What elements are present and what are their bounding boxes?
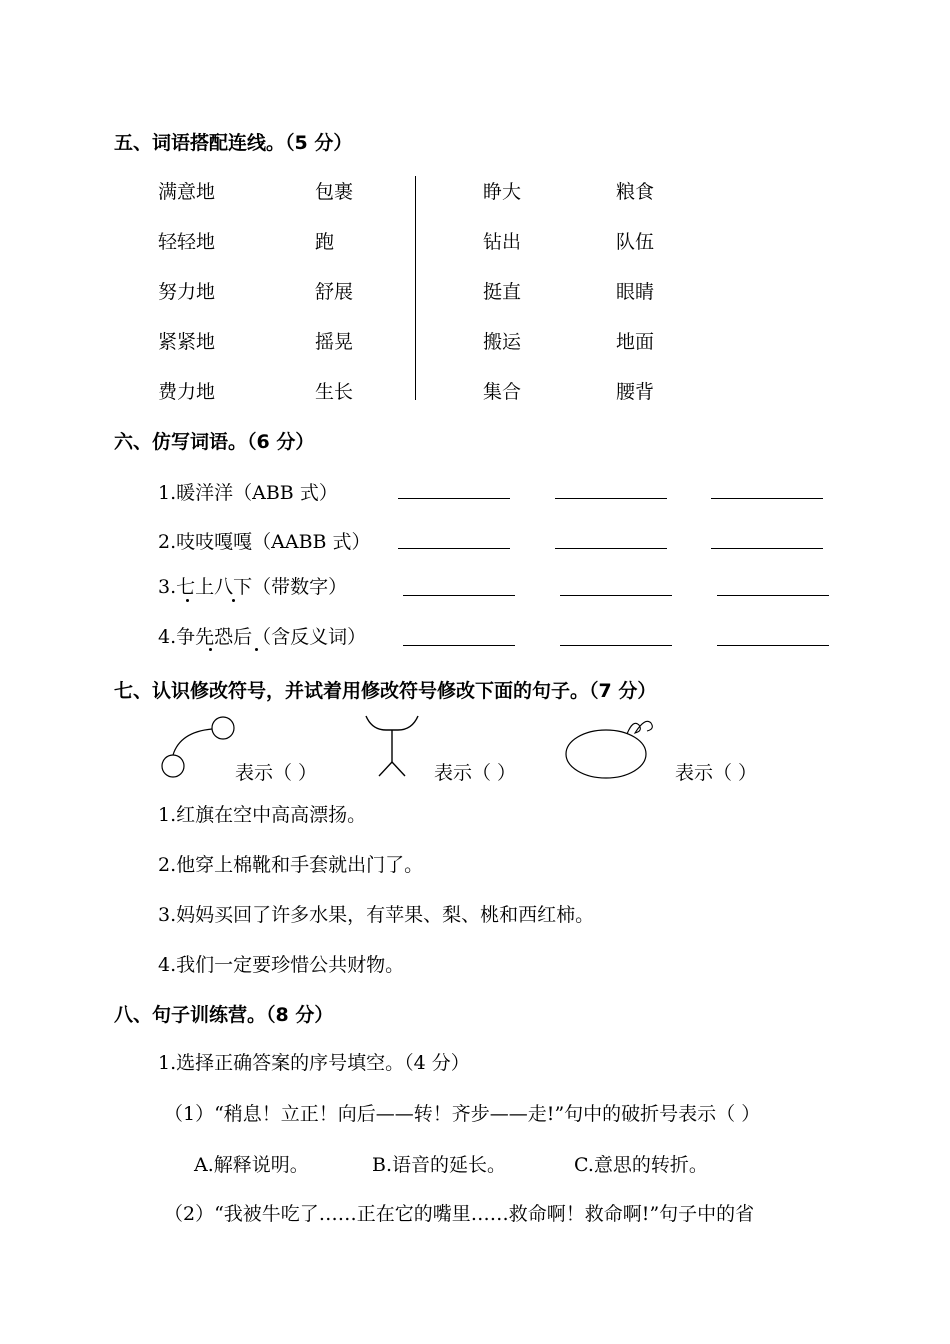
match-right2-4: 腰背 xyxy=(616,381,655,403)
answer-blank[interactable] xyxy=(555,548,667,549)
emphasis-dot xyxy=(232,599,235,602)
answer-blank[interactable] xyxy=(403,595,515,596)
match-left2-0: 包裹 xyxy=(315,181,354,203)
imitate-item-4: 4.争先恐后（含反义词） xyxy=(158,626,367,648)
match-right1-0: 睁大 xyxy=(483,181,522,203)
match-left1-1: 轻轻地 xyxy=(158,231,216,253)
delete-mark-icon xyxy=(563,713,663,783)
answer-blank[interactable] xyxy=(560,595,672,596)
sentence-3: 3.妈妈买回了许多水果，有苹果、梨、桃和西红柿。 xyxy=(158,904,595,926)
option-c[interactable]: C.意思的转折。 xyxy=(574,1154,708,1176)
emphasis-dot xyxy=(209,648,212,651)
symbol-label-2: 表示（ ） xyxy=(434,762,517,784)
match-left1-3: 紧紧地 xyxy=(158,331,216,353)
section8-title: 八、句子训练营。（8 分） xyxy=(114,1004,334,1026)
section7-title: 七、认识修改符号，并试着用修改符号修改下面的句子。（7 分） xyxy=(114,680,657,702)
insert-mark-icon xyxy=(364,712,420,780)
sentence-1: 1.红旗在空中高高漂扬。 xyxy=(158,804,367,826)
symbol-label-3: 表示（ ） xyxy=(675,762,758,784)
emphasis-dot xyxy=(186,599,189,602)
section5-title: 五、词语搭配连线。（5 分） xyxy=(114,132,353,154)
match-right1-1: 钻出 xyxy=(483,231,522,253)
match-left1-2: 努力地 xyxy=(158,281,216,303)
match-left2-4: 生长 xyxy=(315,381,354,403)
match-right1-3: 搬运 xyxy=(483,331,522,353)
match-right1-2: 挺直 xyxy=(483,281,522,303)
answer-blank[interactable] xyxy=(711,548,823,549)
match-right2-0: 粮食 xyxy=(616,181,655,203)
imitate-item-2: 2.吱吱嘎嘎（AABB 式） xyxy=(158,531,371,553)
match-left2-2: 舒展 xyxy=(315,281,354,303)
emphasis-dot xyxy=(255,648,258,651)
match-right2-2: 眼睛 xyxy=(616,281,655,303)
subquestion-1-title: 1.选择正确答案的序号填空。（4 分） xyxy=(158,1052,470,1074)
match-left2-3: 摇晃 xyxy=(315,331,354,353)
option-a[interactable]: A.解释说明。 xyxy=(194,1154,309,1176)
match-left2-1: 跑 xyxy=(315,231,335,253)
answer-blank[interactable] xyxy=(398,498,510,499)
question-1: （1）“稍息！立正！向后——转！齐步——走!”句中的破折号表示（ ） xyxy=(164,1103,761,1125)
match-left1-4: 费力地 xyxy=(158,381,216,403)
answer-blank[interactable] xyxy=(403,645,515,646)
section6-title: 六、仿写词语。（6 分） xyxy=(114,431,315,453)
answer-blank[interactable] xyxy=(711,498,823,499)
sentence-2: 2.他穿上棉靴和手套就出门了。 xyxy=(158,854,424,876)
imitate-item-1: 1.暖洋洋（ABB 式） xyxy=(158,482,338,504)
question-2: （2）“我被牛吃了……正在它的嘴里……救命啊！救命啊!”句子中的省 xyxy=(164,1203,755,1225)
match-right1-4: 集合 xyxy=(483,381,522,403)
symbol-label-1: 表示（ ） xyxy=(235,762,318,784)
sentence-4: 4.我们一定要珍惜公共财物。 xyxy=(158,954,405,976)
answer-blank[interactable] xyxy=(717,595,829,596)
swap-mark-icon xyxy=(158,712,240,780)
answer-blank[interactable] xyxy=(560,645,672,646)
column-divider xyxy=(415,176,416,400)
match-right2-3: 地面 xyxy=(616,331,655,353)
imitate-item-3: 3.七上八下（带数字） xyxy=(158,576,348,598)
option-b[interactable]: B.语音的延长。 xyxy=(372,1154,507,1176)
answer-blank[interactable] xyxy=(555,498,667,499)
answer-blank[interactable] xyxy=(717,645,829,646)
match-right2-1: 队伍 xyxy=(616,231,655,253)
match-left1-0: 满意地 xyxy=(158,181,216,203)
answer-blank[interactable] xyxy=(398,548,510,549)
